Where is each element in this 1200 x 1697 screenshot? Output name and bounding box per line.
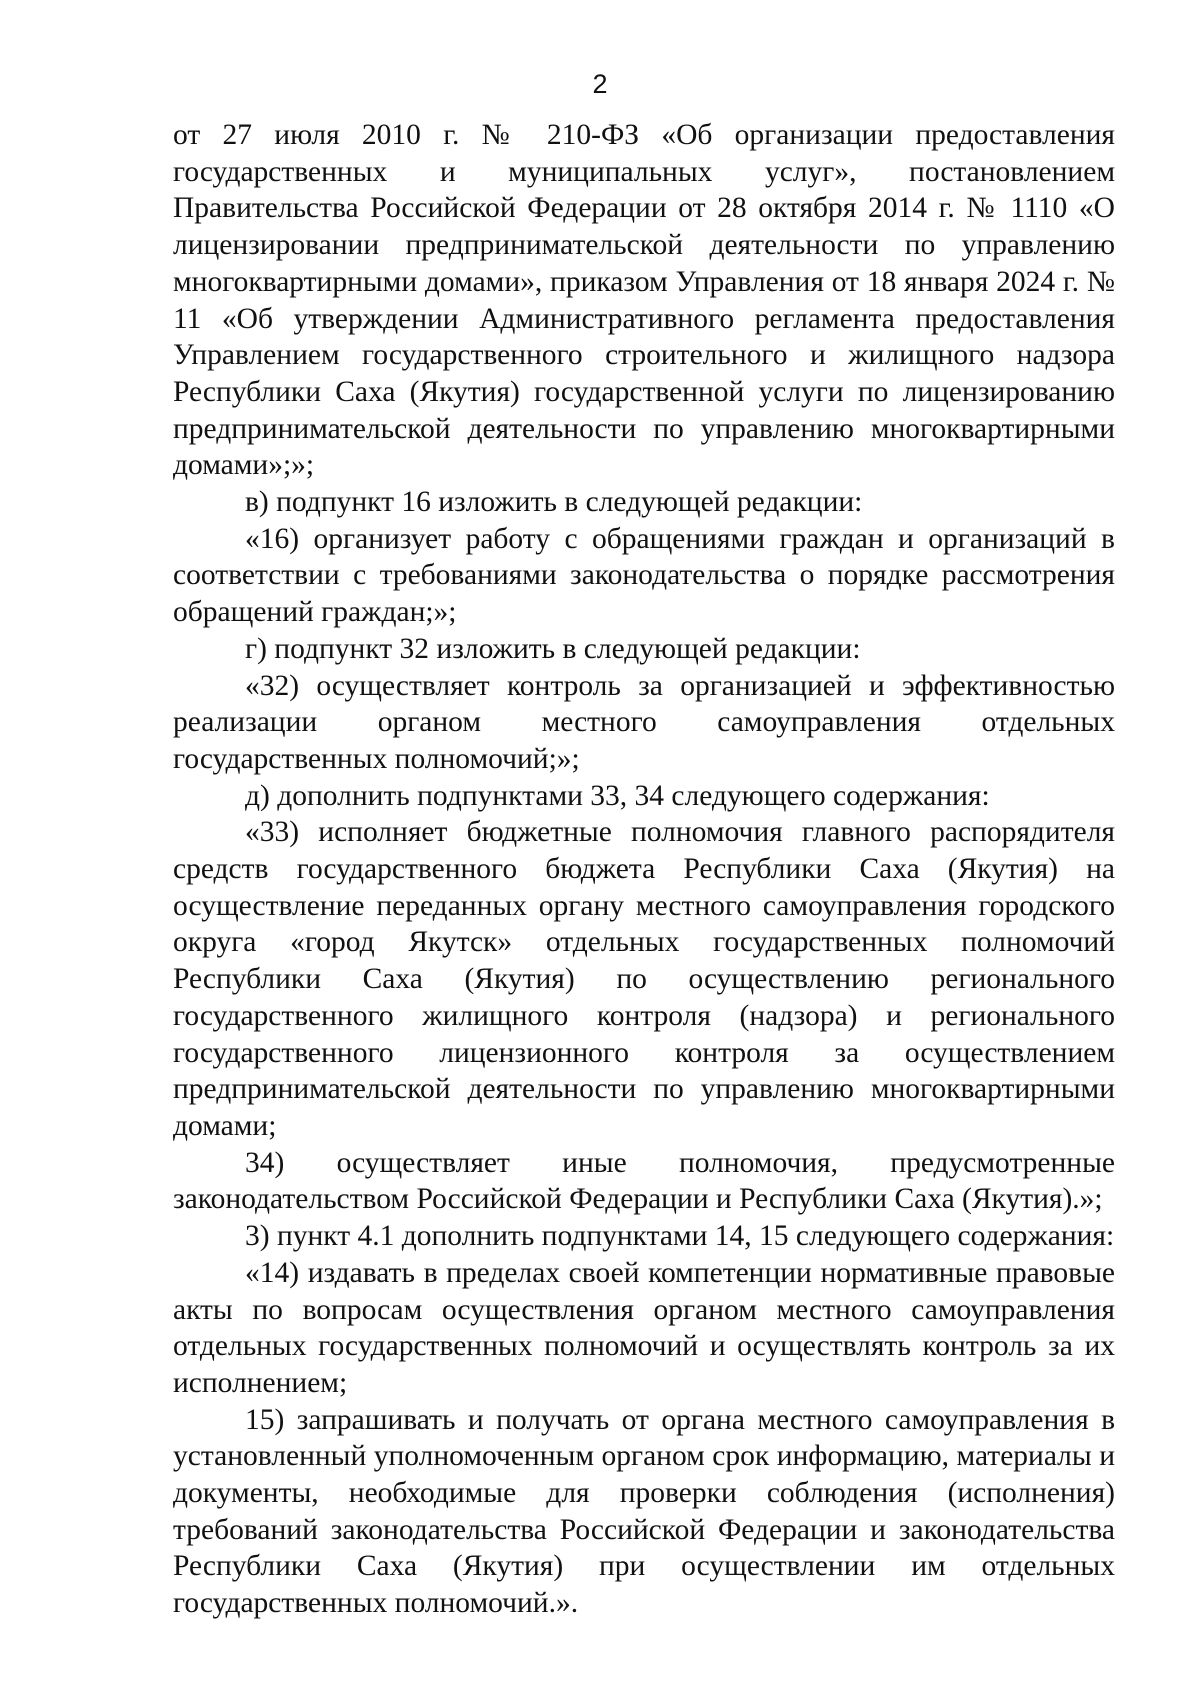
paragraph-subitem-g: г) подпункт 32 изложить в следующей редакции:	[245, 632, 861, 665]
paragraph-subitem-d: д) дополнить подпунктами 33, 34 следующего содержания:	[245, 779, 990, 812]
paragraph-subitem-3: 3) пункт 4.1 дополнить подпунктами 14, 15 следующего содержания:	[245, 1220, 1115, 1253]
paragraph-continuation: от 27 июля 2010 г. № 210-ФЗ «Об организации предоставления государственных и муниципальных услуг», постановлением Правительства Российской Федерации от 28 октября 2014 г. № 1110 «О лицензировании предпринимательской деятельности по управлению многоквартирными домами», приказом Управления от 18 января 2024 г. № 11 «Об утверждении Административного регламента предоставления Управлением государственного строительного и жилищного надзора Республики Саха (Якутия) государственной услуги по лицензированию предпринимательской деятельности по управлению многоквартирными домами»;»;	[173, 119, 1115, 482]
paragraph-subitem-15: 15) запрашивать и получать от органа местного самоуправления в установленный уполномоченным органом срок информацию, материалы и документы, необходимые для проверки соблюдения (исполнения) требований законодательства Российской Федерации и законодательства Республики Саха (Якутия) при осуществлении им отдельных государственных полномочий.».	[173, 1403, 1115, 1620]
paragraph-subitem-33: «33) исполняет бюджетные полномочия главного распорядителя средств государственного бюджета Республики Саха (Якутия) на осуществление переданных органу местного самоуправления городского округа «город Якутск» отдельных государственных полномочий Республики Саха (Якутия) по осуществлению регионального государственного жилищного контроля (надзора) и регионального государственного лицензионного контроля за осуществлением предпринимательской деятельности по управлению многоквартирными домами;	[173, 816, 1115, 1142]
page-number: 2	[592, 69, 608, 99]
document-body	[173, 117, 1115, 1622]
paragraph-subitem-32: «32) осуществляет контроль за организацией и эффективностью реализации органом местного самоуправления отдельных государственных полномочий;»;	[173, 669, 1115, 775]
paragraph-subitem-16: «16) организует работу с обращениями граждан и организаций в соответствии с требованиями законодательства о порядке рассмотрения обращений граждан;»;	[173, 522, 1115, 629]
paragraph-subitem-v: в) подпункт 16 изложить в следующей редакции:	[245, 486, 863, 519]
paragraph-subitem-14: «14) издавать в пределах своей компетенции нормативные правовые акты по вопросам осуществления органом местного самоуправления отдельных государственных полномочий и осуществлять контроль за их исполнением;	[173, 1256, 1115, 1399]
paragraph-subitem-34: 34) осуществляет иные полномочия, предусмотренные законодательством Российской Федерации и Республики Саха (Якутия).»;	[173, 1146, 1115, 1216]
